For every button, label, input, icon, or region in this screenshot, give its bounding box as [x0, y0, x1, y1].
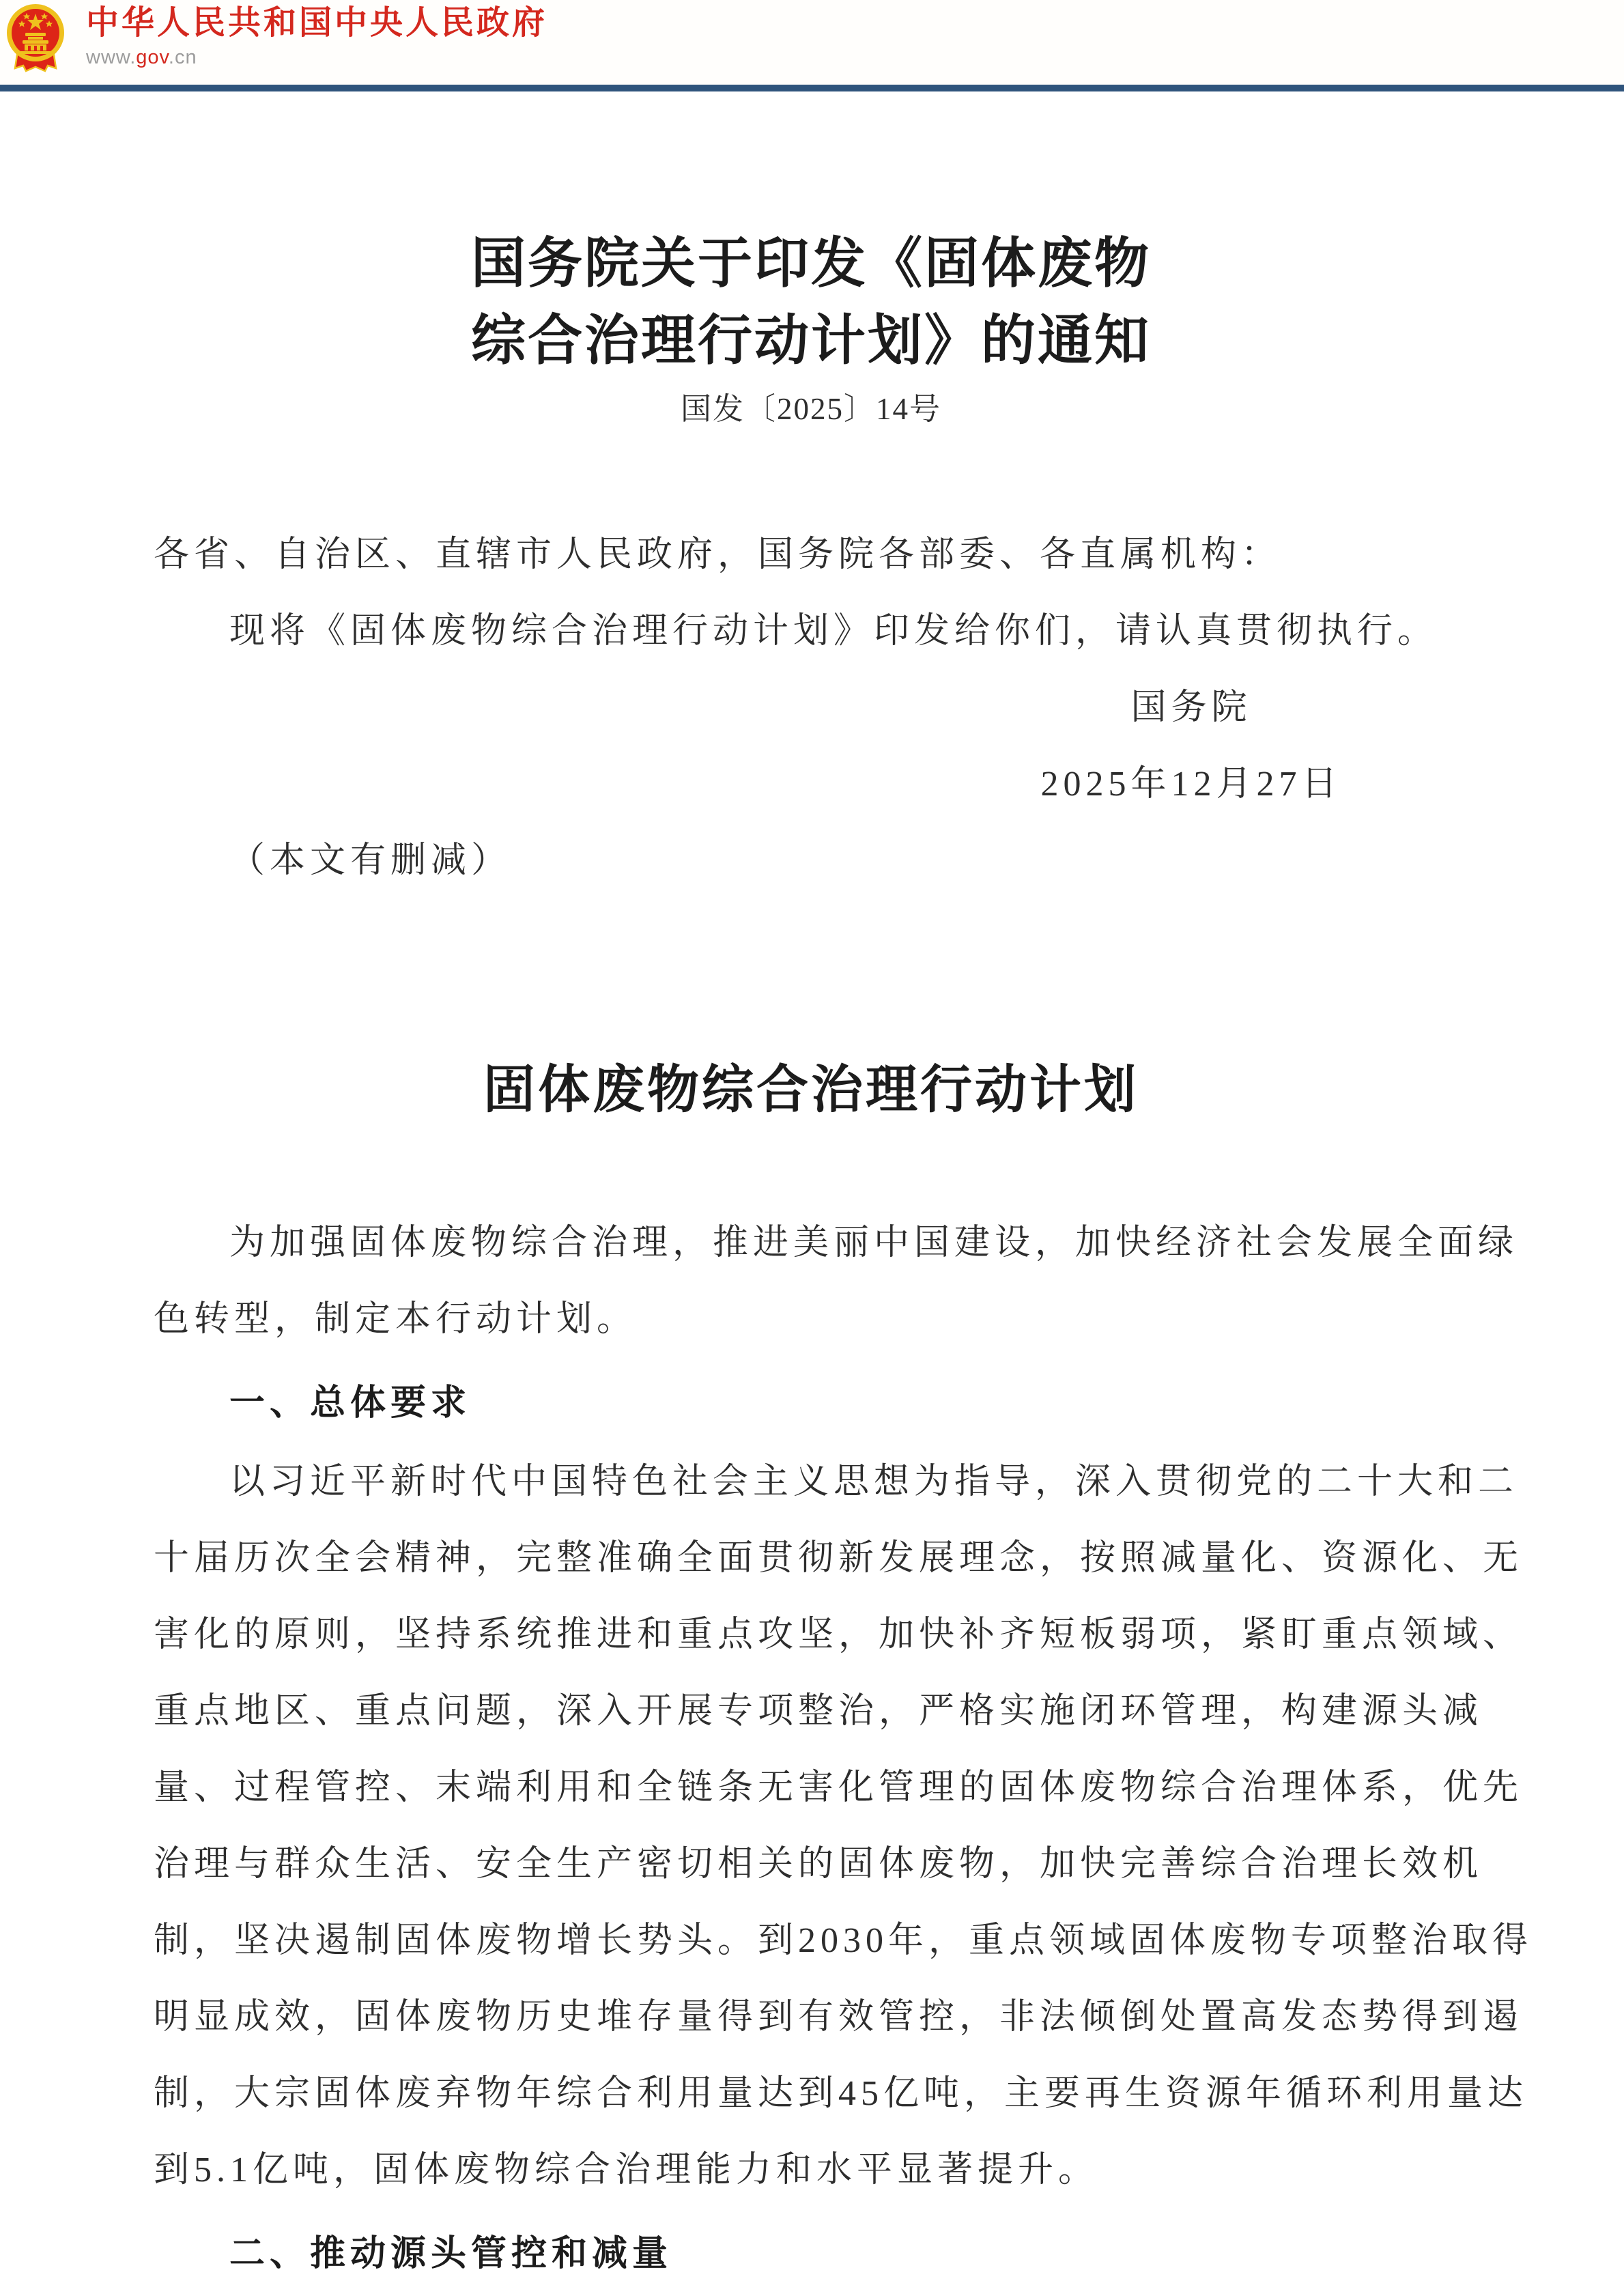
- document-number: 国发〔2025〕14号: [680, 392, 941, 426]
- text-line: 制，大宗固体废弃物年综合利用量达到45亿吨，主要再生资源年循环利用量达: [154, 2074, 1528, 2113]
- document-content: [0, 225, 1624, 2292]
- national-emblem-icon[interactable]: [5, 3, 66, 76]
- site-title[interactable]: 中华人民共和国中央人民政府: [86, 5, 548, 41]
- header-divider-bar: [0, 85, 1624, 91]
- sign-date-line: 2025年12月27日: [1040, 765, 1342, 804]
- text-line: 到5.1亿吨，固体废物综合治理能力和水平显著提升。: [154, 2151, 1099, 2189]
- text-line: 明显成效，固体废物历史堆存量得到有效管控，非法倾倒处置高发态势得到遏: [154, 1998, 1524, 2037]
- document-title: [154, 225, 1468, 379]
- document-body-text: [154, 517, 1533, 2292]
- text-line: 重点地区、重点问题，深入开展专项整治，严格实施闭环管理，构建源头减: [154, 1692, 1483, 1731]
- site-url[interactable]: [86, 46, 547, 69]
- text-line: 治理与群众生活、安全生产密切相关的固体废物，加快完善综合治理长效机: [154, 1845, 1483, 1884]
- document-title-line-2: 综合治理行动计划》的通知: [471, 310, 1151, 371]
- text-line: 以习近平新时代中国特色社会主义思想为指导，深入贯彻党的二十大和二: [229, 1462, 1519, 1501]
- site-branding: [86, 4, 547, 69]
- forward-note-line: 现将《固体废物综合治理行动计划》印发给你们，请认真贯彻执行。: [229, 612, 1438, 651]
- text-line: 为加强固体废物综合治理，推进美丽中国建设，加快经济社会发展全面绿: [229, 1223, 1519, 1262]
- section-1-paragraph: [154, 1444, 1533, 2209]
- intro-paragraph: [154, 1205, 1519, 1358]
- salutation-line: 各省、自治区、直辖市人民政府，国务院各部委、各直属机构：: [154, 535, 1282, 574]
- signature-block: [154, 670, 1468, 823]
- text-line: 制，坚决遏制固体废物增长势头。到2030年，重点领域固体废物专项整治取得: [154, 1921, 1533, 1960]
- text-line: 色转型，制定本行动计划。: [154, 1300, 638, 1339]
- section-1-heading: 一、总体要求: [229, 1383, 472, 1423]
- redaction-note-line: （本文有删减）: [229, 841, 512, 880]
- url-suffix: .cn: [168, 46, 197, 68]
- site-header: [0, 0, 1624, 85]
- signer-line: 国务院: [1130, 688, 1252, 727]
- document-title-line-1: 国务院关于印发《固体废物: [471, 233, 1151, 294]
- url-gov: gov: [136, 46, 169, 68]
- section-2-heading: 二、推动源头管控和减量: [229, 2234, 673, 2273]
- text-line: 害化的原则，坚持系统推进和重点攻坚，加快补齐短板弱项，紧盯重点领域、: [154, 1615, 1524, 1654]
- url-prefix: www.: [86, 46, 137, 68]
- text-line: 十届历次全会精神，完整准确全面贯彻新发展理念，按照减量化、资源化、无: [154, 1539, 1524, 1578]
- text-line: 量、过程管控、末端利用和全链条无害化管理的固体废物综合治理体系，优先: [154, 1768, 1524, 1807]
- plan-title: 固体废物综合治理行动计划: [483, 1061, 1139, 1119]
